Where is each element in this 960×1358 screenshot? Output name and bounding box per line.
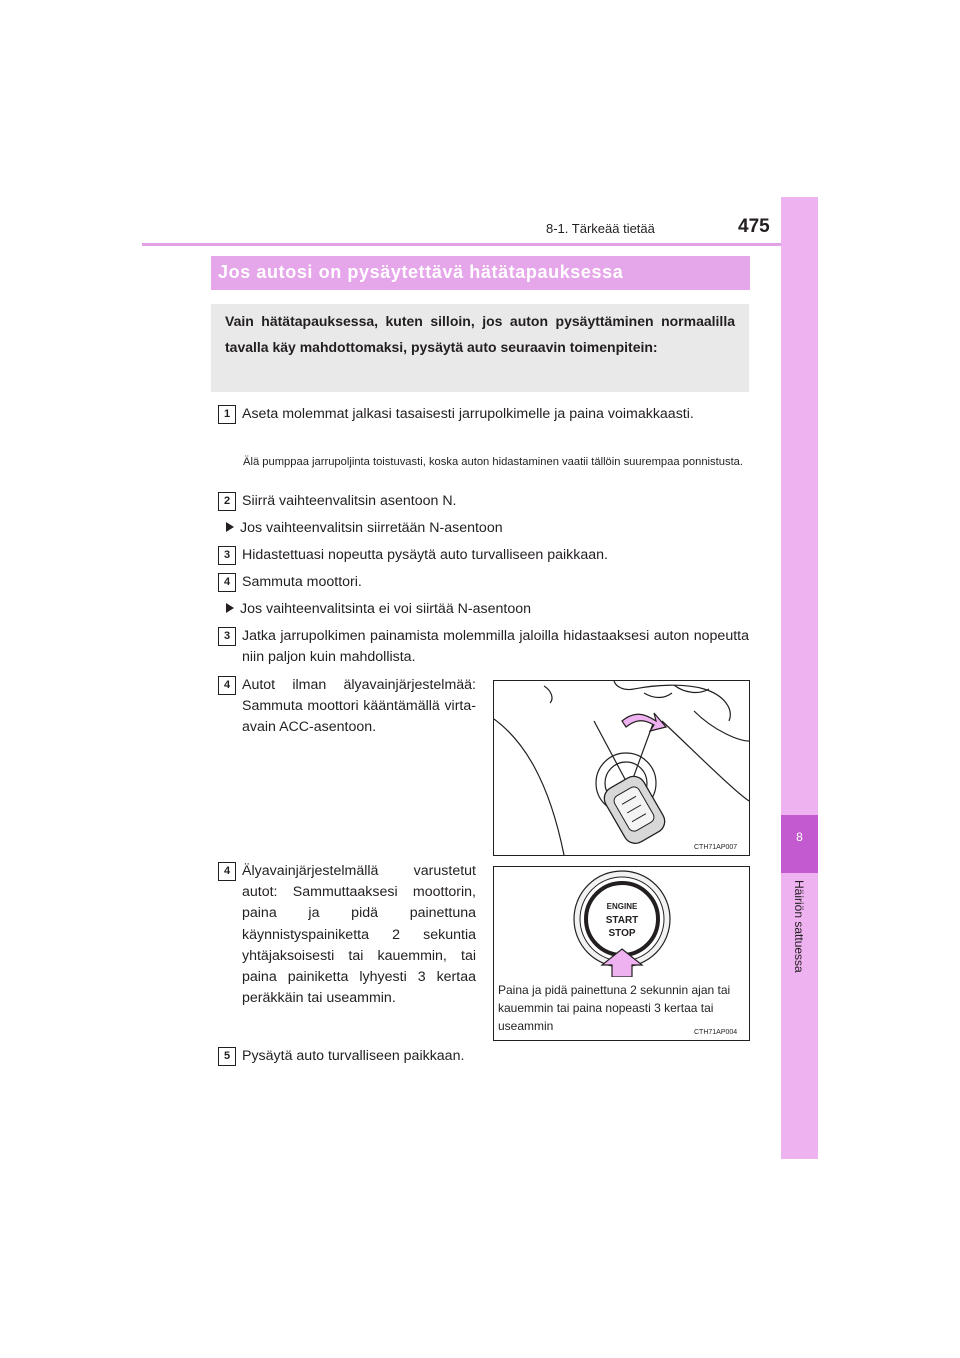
key-illustration-icon [494,681,749,855]
page-number: 475 [738,216,770,237]
button-label-engine: ENGINE [606,902,638,911]
header-rule [142,243,816,246]
step-text: Älyavainjärjestelmällä varustetut autot: Sammuttaaksesi moottorin, paina ja pidä painettuna käynnistyspainiketta 2 sekuntia yhtäjaksoisesti tai kauemmin, tai paina painiketta lyhyesti 3 kertaa peräkkäin tai useammin. [242,863,476,1007]
page-title: Jos autosi on pysäytettävä hätätapauksessa [218,262,624,282]
step-note: Älä pumppaa jarrupoljinta toistuvasti, koska auton hidastaminen vaatii tällöin suurempaa ponnistusta. [243,456,744,468]
step-badge: 1 [218,405,236,424]
triangle-bullet-icon [226,522,234,532]
step-badge: 3 [218,627,236,646]
step-text: Siirrä vaihteenvalitsin asentoon N. [242,493,457,509]
figure-code: CTH71AP004 [694,1029,738,1036]
subheading-text: Jos vaihteenvalitsin siirretään N-asentoon [240,520,503,536]
step-text: Aseta molemmat jalkasi tasaisesti jarrupolkimelle ja paina voimakkaasti. [242,406,694,422]
subheading-text: Jos vaihteenvalitsinta ei voi siirtää N-asentoon [240,601,531,617]
chapter-label [781,880,818,1030]
step-text: Sammuta moottori. [242,574,362,590]
step-badge: 4 [218,676,236,695]
step-badge: 4 [218,573,236,592]
figure-caption: Paina ja pidä painettuna 2 sekunnin ajan tai kauemmin tai paina nopeasti 3 kertaa tai useammin [498,983,731,1033]
ignition-key-figure [493,680,750,856]
chapter-number: 8 [796,830,803,844]
step-text: Pysäytä auto turvalliseen paikkaan. [242,1048,465,1064]
subheading [226,518,503,539]
step-text: Jatka jarrupolkimen painamista molemmilla jaloilla hidastaaksesi auton nopeutta niin paljon kuin mahdollista. [242,628,749,665]
step-badge: 2 [218,492,236,511]
triangle-bullet-icon [226,603,234,613]
section-heading: 8-1. Tärkeää tietää [546,221,655,236]
step-text: Hidastettuasi nopeutta pysäytä auto turvalliseen paikkaan. [242,547,608,563]
step-badge: 5 [218,1047,236,1066]
start-button-figure [493,866,750,1041]
button-label-stop: STOP [608,928,636,939]
step-text: Autot ilman älyavainjärjestelmää: Sammuta moottori kääntämällä virta-avain ACC-asentoon. [242,677,476,735]
step-badge: 3 [218,546,236,565]
chapter-number-box [781,815,818,873]
engine-start-button-icon [494,867,749,977]
figure-code: CTH71AP007 [694,844,738,851]
chapter-label-text: Häiriön sattuessa [791,880,806,973]
button-label-start: START [605,915,639,926]
subheading [226,599,531,620]
intro-box: Vain hätätapauksessa, kuten silloin, jos auton pysäyttäminen normaalilla tavalla käy mahdottomaksi, pysäytä auto seuraavin toimenpitein: [211,304,749,392]
step-badge: 4 [218,862,236,881]
